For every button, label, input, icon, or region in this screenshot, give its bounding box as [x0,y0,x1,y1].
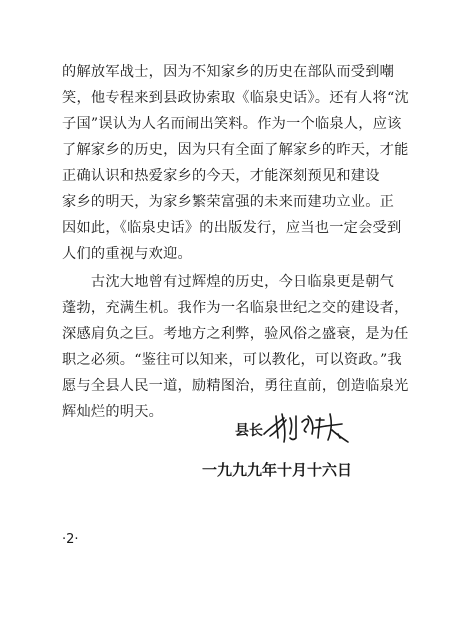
text-line-6: 家乡的明天，为家乡繁荣富强的未来而建功立业。正 [62,194,395,210]
text-line-13: 愿与全县人民一道，励精图治，勇往直前，创造临泉光 [62,378,409,394]
text-line-3: 子国”误认为人名而闹出笑料。作为一个临泉人，应该 [62,116,402,132]
text-line-4: 了解家乡的历史，因为只有全面了解家乡的昨天，才能 [62,142,409,158]
text-line-5: 正确认识和热爱家乡的今天，才能深刻预见和建设 [62,168,380,184]
text-line-8: 人们的重视与欢迎。 [62,246,192,262]
text-line-7: 因如此，《临泉史话》的出版发行，应当也一定会受到 [62,220,402,236]
text-line-11: 深感肩负之巨。考地方之利弊，验风俗之盛衰，是为任 [62,326,409,342]
document-date: 一九九九年十月十六日 [202,461,353,479]
signature-title: 县长 [235,423,263,439]
text-line-2: 笑，他专程来到县政协索取《临泉史话》。还有人将“沈 [62,90,409,106]
text-line-1: 的解放军战士，因为不知家乡的历史在部队而受到嘲 [62,64,395,80]
handwritten-signature [262,408,354,448]
text-line-14: 辉灿烂的明天。 [62,404,164,420]
text-line-10: 蓬勃，充满生机。我作为一名临泉世纪之交的建设者， [62,300,409,316]
page-number: ·2· [62,532,79,547]
text-line-12: 职之必须。“鉴往可以知来，可以教化，可以资政。”我 [62,352,402,368]
text-line-9: 古沈大地曾有过辉煌的历史，今日临泉更是朝气 [62,274,395,290]
